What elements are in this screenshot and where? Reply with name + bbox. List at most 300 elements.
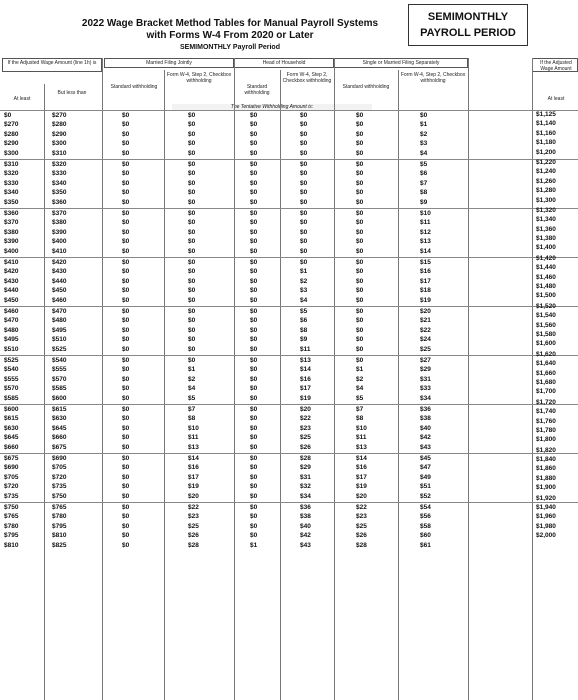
right-column-value: $1,720 <box>536 398 556 406</box>
right-column-value: $1,140 <box>536 120 556 128</box>
hoh-checkbox-heading: Form W-4, Step 2, Checkbox withholding <box>282 72 332 84</box>
table-cell: $0 <box>356 112 364 119</box>
right-column-value: $1,680 <box>536 378 556 386</box>
table-cell: $18 <box>420 287 431 295</box>
table-cell: $400 <box>52 238 67 246</box>
table-cell: $14 <box>188 455 199 462</box>
table-cell: $0 <box>188 161 196 168</box>
table-cell: $0 <box>122 149 130 157</box>
title-line-2: with Forms W-4 From 2020 or Later <box>146 30 314 41</box>
table-row <box>0 424 578 433</box>
table-cell: $0 <box>188 336 196 344</box>
table-cell: $0 <box>356 357 364 364</box>
table-cell: $0 <box>122 228 130 236</box>
table-cell: $60 <box>420 532 431 540</box>
table-cell: $765 <box>52 504 67 511</box>
table-cell: $0 <box>122 483 130 491</box>
right-column-value: $1,960 <box>536 513 556 521</box>
table-cell: $0 <box>250 198 258 206</box>
table-cell: $6 <box>420 170 428 178</box>
right-column-value: $1,620 <box>536 350 556 358</box>
table-cell: $0 <box>188 112 196 119</box>
table-cell: $29 <box>300 464 311 472</box>
table-row <box>0 443 578 452</box>
table-cell: $0 <box>300 228 308 236</box>
table-cell: $735 <box>4 492 19 500</box>
row-group <box>0 208 578 257</box>
table-cell: $645 <box>52 424 67 432</box>
table-cell: $0 <box>188 287 196 295</box>
right-column-value: $1,980 <box>536 522 556 530</box>
row-group <box>0 257 578 306</box>
table-cell: $0 <box>122 473 130 481</box>
table-cell: $0 <box>122 504 130 511</box>
table-cell: $0 <box>300 130 308 138</box>
table-cell: $56 <box>420 513 431 521</box>
table-cell: $0 <box>122 464 130 472</box>
right-column-value: $1,700 <box>536 388 556 396</box>
table-row <box>0 531 578 540</box>
table-cell: $0 <box>356 326 364 334</box>
table-cell: $645 <box>4 434 19 442</box>
table-cell: $0 <box>250 161 258 168</box>
table-cell: $750 <box>4 504 19 511</box>
table-cell: $1 <box>300 268 308 276</box>
table-cell: $720 <box>52 473 67 481</box>
table-cell: $2 <box>420 130 428 138</box>
single-standard-heading: Standard withholding <box>342 84 390 90</box>
table-cell: $13 <box>300 357 311 364</box>
table-cell: $25 <box>356 522 367 530</box>
table-cell: $0 <box>250 140 258 148</box>
right-column-value: $1,400 <box>536 244 556 252</box>
table-cell: $2 <box>300 277 308 285</box>
table-row <box>0 503 578 512</box>
table-cell: $510 <box>52 336 67 344</box>
table-cell: $0 <box>250 179 258 187</box>
table-cell: $440 <box>52 277 67 285</box>
table-cell: $20 <box>420 308 431 315</box>
right-column-value: $1,540 <box>536 312 556 320</box>
table-cell: $0 <box>188 296 196 304</box>
table-cell: $0 <box>122 308 130 315</box>
table-cell: $4 <box>300 296 308 304</box>
table-cell: $0 <box>188 259 196 266</box>
table-cell: $675 <box>52 443 67 451</box>
table-cell: $420 <box>4 268 19 276</box>
table-cell: $20 <box>188 492 199 500</box>
table-cell: $0 <box>250 238 258 246</box>
table-row <box>0 463 578 472</box>
table-cell: $16 <box>356 464 367 472</box>
table-cell: $0 <box>420 112 428 119</box>
table-row <box>0 365 578 374</box>
table-cell: $58 <box>420 522 431 530</box>
right-column-value: $1,460 <box>536 273 556 281</box>
table-cell: $0 <box>122 366 130 374</box>
table-cell: $270 <box>52 112 67 119</box>
table-cell: $280 <box>52 121 67 129</box>
table-cell: $690 <box>52 455 67 462</box>
table-cell: $0 <box>122 277 130 285</box>
table-cell: $42 <box>420 434 431 442</box>
table-cell: $25 <box>420 345 431 353</box>
table-cell: $0 <box>300 179 308 187</box>
table-cell: $43 <box>300 541 311 549</box>
right-column-value: $1,660 <box>536 369 556 377</box>
table-cell: $0 <box>250 357 258 364</box>
right-column-value: $1,880 <box>536 474 556 482</box>
table-cell: $3 <box>420 140 428 148</box>
table-cell: $0 <box>250 317 258 325</box>
single-checkbox-heading: Form W-4, Step 2, Checkbox withholding <box>400 72 466 84</box>
table-cell: $33 <box>420 385 431 393</box>
right-column-value: $1,580 <box>536 330 556 338</box>
table-cell: $26 <box>188 532 199 540</box>
table-row <box>0 482 578 491</box>
table-cell: $0 <box>122 522 130 530</box>
right-column-value: $1,560 <box>536 321 556 329</box>
table-title <box>60 18 400 42</box>
table-cell: $390 <box>4 238 19 246</box>
table-cell: $390 <box>52 228 67 236</box>
right-continuation-column <box>536 110 578 541</box>
table-row <box>0 237 578 246</box>
table-cell: $400 <box>4 247 19 255</box>
table-cell: $0 <box>122 130 130 138</box>
table-cell: $0 <box>122 161 130 168</box>
table-row <box>0 209 578 218</box>
table-cell: $290 <box>52 130 67 138</box>
table-cell: $0 <box>250 189 258 197</box>
table-cell: $750 <box>52 492 67 500</box>
table-cell: $0 <box>250 247 258 255</box>
table-cell: $0 <box>300 219 308 227</box>
table-cell: $36 <box>420 406 431 413</box>
table-row <box>0 375 578 384</box>
at-least-heading: At least <box>13 96 31 102</box>
table-cell: $0 <box>300 247 308 255</box>
table-cell: $23 <box>300 424 311 432</box>
table-cell: $0 <box>122 434 130 442</box>
table-cell: $0 <box>250 259 258 266</box>
row-group <box>0 453 578 502</box>
row-group <box>0 404 578 453</box>
table-cell: $38 <box>300 513 311 521</box>
table-cell: $660 <box>52 434 67 442</box>
table-row <box>0 384 578 393</box>
table-cell: $0 <box>250 170 258 178</box>
table-cell: $0 <box>188 121 196 129</box>
table-cell: $0 <box>122 394 130 402</box>
table-cell: $2 <box>188 375 196 383</box>
table-cell: $17 <box>356 473 367 481</box>
table-cell: $3 <box>300 287 308 295</box>
table-cell: $495 <box>52 326 67 334</box>
tentative-amount-note: The Tentative Withholding Amount is: <box>172 104 372 110</box>
table-cell: $11 <box>420 219 431 227</box>
table-cell: $350 <box>4 198 19 206</box>
table-cell: $660 <box>4 443 19 451</box>
table-cell: $4 <box>356 385 364 393</box>
table-cell: $31 <box>300 473 311 481</box>
table-cell: $0 <box>356 121 364 129</box>
table-cell: $780 <box>52 513 67 521</box>
table-cell: $0 <box>356 296 364 304</box>
table-cell: $13 <box>420 238 431 246</box>
hoh-standard-heading: Standard withholding <box>244 84 270 96</box>
table-cell: $780 <box>4 522 19 530</box>
table-cell: $0 <box>250 492 258 500</box>
table-cell: $810 <box>4 541 19 549</box>
table-cell: $7 <box>420 179 428 187</box>
table-cell: $11 <box>188 434 199 442</box>
table-cell: $49 <box>420 473 431 481</box>
table-cell: $0 <box>356 247 364 255</box>
row-group <box>0 110 578 159</box>
table-cell: $0 <box>356 268 364 276</box>
table-cell: $320 <box>52 161 67 168</box>
table-row <box>0 267 578 276</box>
table-cell: $22 <box>188 504 199 511</box>
table-cell: $300 <box>4 149 19 157</box>
table-cell: $735 <box>52 483 67 491</box>
table-cell: $0 <box>250 130 258 138</box>
table-row <box>0 345 578 354</box>
table-cell: $1 <box>250 541 258 549</box>
table-row <box>0 492 578 501</box>
right-column-value: $1,180 <box>536 139 556 147</box>
table-cell: $0 <box>122 238 130 246</box>
table-cell: $16 <box>420 268 431 276</box>
table-cell: $61 <box>420 541 431 549</box>
mfj-heading: Married Filing Jointly <box>146 60 192 66</box>
table-row <box>0 149 578 158</box>
table-cell: $0 <box>122 296 130 304</box>
table-cell: $570 <box>4 385 19 393</box>
table-cell: $0 <box>122 492 130 500</box>
table-cell: $470 <box>52 308 67 315</box>
table-cell: $0 <box>250 513 258 521</box>
table-cell: $0 <box>356 170 364 178</box>
wage-bracket-table <box>0 110 578 551</box>
right-wage-heading: If the Adjusted Wage Amount <box>540 60 572 72</box>
table-cell: $8 <box>188 415 196 423</box>
table-cell: $0 <box>188 149 196 157</box>
right-column-value: $1,420 <box>536 254 556 262</box>
table-cell: $0 <box>300 112 308 119</box>
wage-heading: If the Adjusted Wage Amount (line 1h) is <box>7 60 97 66</box>
table-cell: $705 <box>4 473 19 481</box>
table-row <box>0 414 578 423</box>
table-cell: $310 <box>4 161 19 168</box>
table-row <box>0 258 578 267</box>
table-row <box>0 296 578 305</box>
right-column-value: $1,220 <box>536 158 556 166</box>
right-column-value: $1,320 <box>536 206 556 214</box>
right-column-value: $1,860 <box>536 465 556 473</box>
table-cell: $23 <box>356 513 367 521</box>
table-cell: $29 <box>420 366 431 374</box>
table-cell: $0 <box>122 259 130 266</box>
table-cell: $0 <box>250 532 258 540</box>
table-cell: $0 <box>250 522 258 530</box>
right-column-value: $1,740 <box>536 408 556 416</box>
table-cell: $0 <box>250 287 258 295</box>
mfj-standard-heading: Standard withholding <box>110 84 158 90</box>
table-cell: $15 <box>420 259 431 266</box>
table-cell: $0 <box>122 287 130 295</box>
table-cell: $17 <box>420 277 431 285</box>
table-cell: $0 <box>300 161 308 168</box>
table-cell: $32 <box>300 483 311 491</box>
table-cell: $5 <box>356 394 364 402</box>
table-cell: $720 <box>4 483 19 491</box>
table-cell: $9 <box>420 198 428 206</box>
table-cell: $0 <box>250 385 258 393</box>
right-column-value: $1,160 <box>536 129 556 137</box>
table-cell: $22 <box>300 415 311 423</box>
table-cell: $0 <box>356 189 364 197</box>
table-cell: $47 <box>420 464 431 472</box>
table-cell: $0 <box>250 483 258 491</box>
row-group <box>0 502 578 551</box>
right-column-value: $1,820 <box>536 446 556 454</box>
table-cell: $43 <box>420 443 431 451</box>
table-cell: $0 <box>250 121 258 129</box>
table-cell: $0 <box>356 228 364 236</box>
table-cell: $0 <box>356 238 364 246</box>
table-row <box>0 433 578 442</box>
table-cell: $8 <box>300 326 308 334</box>
table-cell: $0 <box>250 345 258 353</box>
table-cell: $10 <box>188 424 199 432</box>
table-cell: $0 <box>188 326 196 334</box>
table-cell: $0 <box>188 179 196 187</box>
table-cell: $26 <box>356 532 367 540</box>
table-cell: $38 <box>420 415 431 423</box>
table-cell: $675 <box>4 455 19 462</box>
table-cell: $1 <box>188 366 196 374</box>
table-cell: $430 <box>4 277 19 285</box>
table-cell: $0 <box>356 219 364 227</box>
right-column-value: $1,520 <box>536 302 556 310</box>
table-cell: $0 <box>250 326 258 334</box>
row-group <box>0 355 578 404</box>
table-cell: $8 <box>356 415 364 423</box>
table-cell: $0 <box>300 170 308 178</box>
table-cell: $0 <box>122 541 130 549</box>
right-column-value: $1,360 <box>536 225 556 233</box>
table-cell: $0 <box>356 317 364 325</box>
table-cell: $480 <box>4 326 19 334</box>
table-cell: $4 <box>420 149 428 157</box>
single-heading: Single or Married Filing Separately <box>362 60 440 66</box>
table-cell: $440 <box>4 287 19 295</box>
table-cell: $0 <box>250 308 258 315</box>
table-cell: $320 <box>4 170 19 178</box>
table-cell: $525 <box>52 345 67 353</box>
table-cell: $10 <box>356 424 367 432</box>
table-cell: $0 <box>300 189 308 197</box>
table-cell: $0 <box>122 268 130 276</box>
table-row <box>0 218 578 227</box>
table-cell: $28 <box>188 541 199 549</box>
table-cell: $705 <box>52 464 67 472</box>
right-column-value: $1,500 <box>536 292 556 300</box>
table-cell: $17 <box>188 473 199 481</box>
table-subtitle: SEMIMONTHLY Payroll Period <box>180 44 280 51</box>
table-row <box>0 286 578 295</box>
table-cell: $14 <box>300 366 311 374</box>
table-row <box>0 307 578 316</box>
table-row <box>0 198 578 207</box>
table-cell: $5 <box>300 308 308 315</box>
table-row <box>0 130 578 139</box>
table-cell: $310 <box>52 149 67 157</box>
table-cell: $1 <box>356 366 364 374</box>
table-cell: $0 <box>300 198 308 206</box>
table-cell: $23 <box>188 513 199 521</box>
table-cell: $28 <box>356 541 367 549</box>
table-cell: $0 <box>250 415 258 423</box>
table-cell: $0 <box>356 161 364 168</box>
table-cell: $370 <box>4 219 19 227</box>
right-column-value: $1,940 <box>536 504 556 512</box>
table-cell: $16 <box>188 464 199 472</box>
table-cell: $0 <box>250 296 258 304</box>
table-cell: $0 <box>356 130 364 138</box>
table-row <box>0 139 578 148</box>
table-cell: $19 <box>356 483 367 491</box>
table-cell: $290 <box>4 140 19 148</box>
table-cell: $0 <box>188 317 196 325</box>
table-cell: $280 <box>4 130 19 138</box>
table-cell: $52 <box>420 492 431 500</box>
table-cell: $510 <box>4 345 19 353</box>
table-cell: $0 <box>188 130 196 138</box>
table-row <box>0 160 578 169</box>
table-cell: $9 <box>300 336 308 344</box>
table-cell: $0 <box>356 259 364 266</box>
table-cell: $0 <box>122 247 130 255</box>
table-cell: $0 <box>250 228 258 236</box>
table-cell: $21 <box>420 317 431 325</box>
table-cell: $555 <box>52 366 67 374</box>
right-column-value: $1,340 <box>536 216 556 224</box>
table-cell: $370 <box>52 210 67 217</box>
table-cell: $19 <box>420 296 431 304</box>
table-row <box>0 541 578 550</box>
table-cell: $0 <box>356 198 364 206</box>
table-cell: $54 <box>420 504 431 511</box>
table-cell: $0 <box>122 455 130 462</box>
table-row <box>0 111 578 120</box>
table-cell: $360 <box>4 210 19 217</box>
table-cell: $13 <box>188 443 199 451</box>
table-cell: $0 <box>188 357 196 364</box>
table-cell: $0 <box>250 210 258 217</box>
table-cell: $0 <box>250 443 258 451</box>
table-cell: $0 <box>356 287 364 295</box>
table-cell: $14 <box>420 247 431 255</box>
table-cell: $600 <box>4 406 19 413</box>
table-cell: $27 <box>420 357 431 364</box>
table-cell: $0 <box>188 140 196 148</box>
table-cell: $0 <box>250 375 258 383</box>
table-cell: $555 <box>4 375 19 383</box>
table-cell: $525 <box>4 357 19 364</box>
